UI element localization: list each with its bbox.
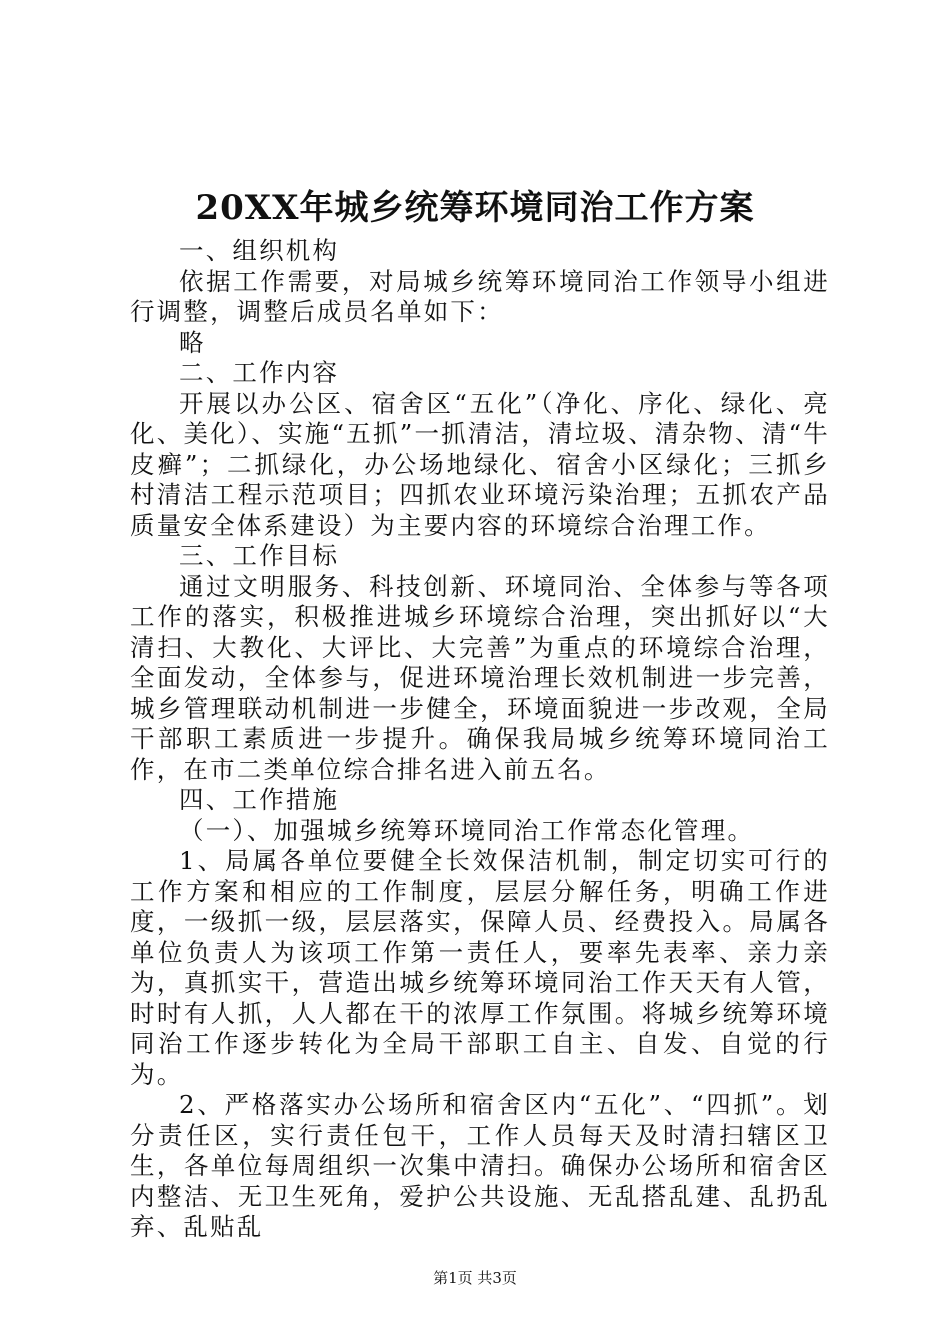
- paragraph: 略: [179, 327, 206, 357]
- section-heading-organization: 一、组织机构: [179, 236, 340, 265]
- paragraph: 通过文明服务、科技创新、环境同治、全体参与等各项工作的落实，积极推进城乡环境综合治理，突出抓好以“大清扫、大教化、大评比、大完善”为重点的环境综合治理，全面发动，全体参与，促进环境治理长效机制进一步完善，城乡管理联动机制进一步健全，环境面貌进一步改观，全局干部职工素质进一步提升。确保我局城乡统筹环境同治工作，在市二类单位综合排名进入前五名。: [130, 571, 830, 784]
- paragraph: 1、局属各单位要健全长效保洁机制，制定切实可行的工作方案和相应的工作制度，层层分解任务，明确工作进度，一级抓一级，层层落实，保障人员、经费投入。局属各单位负责人为该项工作第一责任人，要率先表率、亲力亲为，真抓实干，营造出城乡统筹环境同治工作天天有人管，时时有人抓，人人都在干的浓厚工作氛围。将城乡统筹环境同治工作逐步转化为全局干部职工自主、自发、自觉的行为。: [130, 846, 830, 1089]
- section-heading-measures: 四、工作措施: [179, 785, 340, 814]
- paragraph: 依据工作需要，对局城乡统筹环境同治工作领导小组进行调整，调整后成员名单如下：: [130, 266, 830, 326]
- subsection-heading: （一）、加强城乡统筹环境同治工作常态化管理。: [179, 815, 755, 845]
- document-title: 20XX年城乡统筹环境同治工作方案: [195, 188, 755, 228]
- section-heading-content: 二、工作内容: [179, 358, 340, 387]
- paragraph: 开展以办公区、宿舍区“五化”（净化、序化、绿化、亮化、美化）、实施“五抓”一抓清洁，清垃圾、清杂物、清“牛皮癣”；二抓绿化，办公场地绿化、宿舍小区绿化；三抓乡村清洁工程示范项目；四抓农业环境污染治理；五抓农产品质量安全体系建设）为主要内容的环境综合治理工作。: [130, 388, 830, 540]
- document-body: [130, 236, 830, 1243]
- page-number-footer: 第1页 共3页: [433, 1269, 517, 1287]
- paragraph: 2、严格落实办公场所和宿舍区内“五化”、“四抓”。划分责任区，实行责任包干，工作人员每天及时清扫辖区卫生，各单位每周组织一次集中清扫。确保办公场所和宿舍区内整洁、无卫生死角，爱护公共设施、无乱搭乱建、乱扔乱弃、乱贴乱: [130, 1090, 830, 1241]
- section-heading-goals: 三、工作目标: [179, 541, 340, 570]
